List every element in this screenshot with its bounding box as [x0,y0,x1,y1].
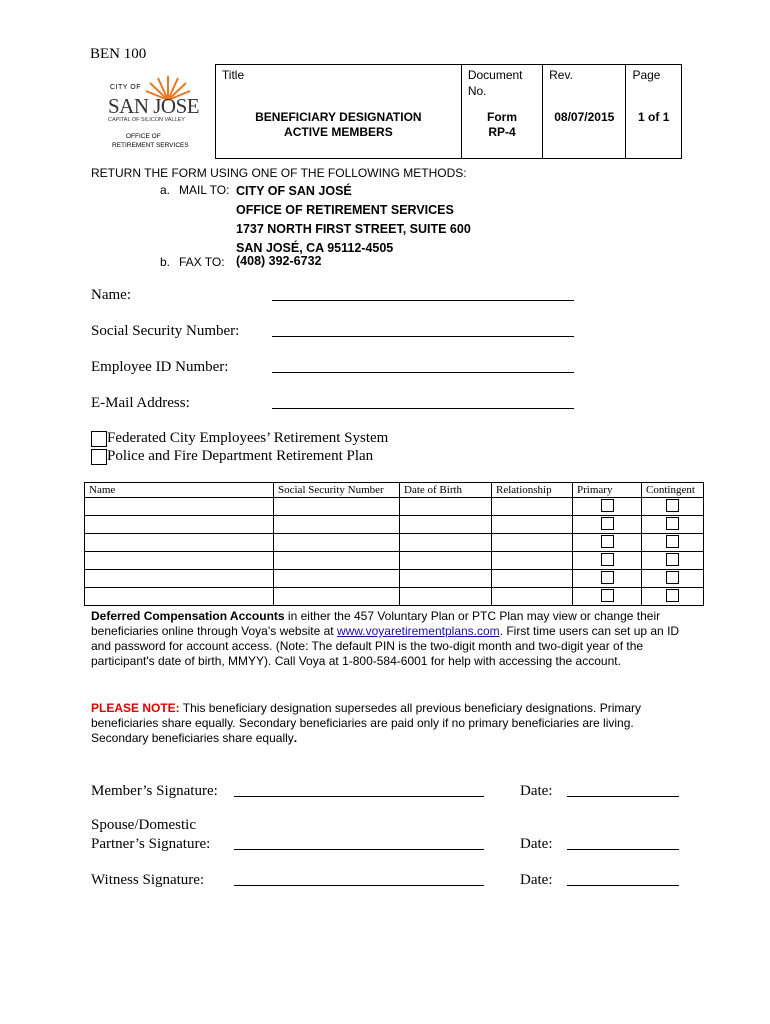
page-cell [626,65,682,159]
email-input[interactable] [272,408,574,409]
primary-checkbox[interactable] [601,571,614,584]
document-value-line1: Form [486,110,517,124]
email-label: E-Mail Address: [91,395,190,411]
title-label: Title [221,68,245,82]
dob-cell[interactable] [400,498,492,516]
col-primary: Primary [573,483,642,498]
dob-cell[interactable] [400,570,492,588]
form-code: BEN 100 [90,46,147,62]
table-row [85,570,704,588]
logo-office-line2: RETIREMENT SERVICES [112,141,189,149]
col-relationship: Relationship [492,483,573,498]
witness-date-label: Date: [520,872,553,888]
primary-cell [573,516,642,534]
deferred-text1: in either the 457 Voluntary Plan or PTC Plan may view or change their beneficiaries online through Voya’s website at [91,609,661,638]
mail-prefix: a. [160,183,171,197]
logo-city-name: SAN JOSE [108,93,200,118]
member-date-input[interactable] [567,796,679,797]
col-dob: Date of Birth [400,483,492,498]
deferred-text2: . First time users can set up an ID and password for account access. (Note: The default PIN is the two-digit month and two-digit year of the participant's date of birth, MMYY). Call Voya at 1-800-584-6001 for help with accessing the account. [91,624,680,668]
primary-checkbox[interactable] [601,535,614,548]
header-table [88,64,682,159]
ssn-cell[interactable] [274,498,400,516]
contingent-cell [642,570,704,588]
contingent-checkbox[interactable] [666,589,679,602]
fax-prefix: b. [160,255,171,269]
mail-line2: OFFICE OF RETIREMENT SERVICES [236,203,454,217]
relationship-cell[interactable] [492,588,573,606]
contingent-cell [642,534,704,552]
ssn-cell[interactable] [274,588,400,606]
logo-cell [88,65,215,159]
federated-label: Federated City Employees’ Retirement System [107,430,389,446]
employee-id-label: Employee ID Number: [91,359,229,375]
col-ssn: Social Security Number [274,483,400,498]
return-heading: RETURN THE FORM USING ONE OF THE FOLLOWING METHODS: [91,166,467,180]
table-row [85,552,704,570]
beneficiary-table [84,482,704,606]
contingent-checkbox[interactable] [666,499,679,512]
contingent-cell [642,498,704,516]
primary-checkbox[interactable] [601,517,614,530]
primary-checkbox[interactable] [601,589,614,602]
spouse-date-input[interactable] [567,849,679,850]
table-row [85,498,704,516]
col-name: Name [85,483,274,498]
mail-address [236,182,471,258]
witness-signature-input[interactable] [234,885,484,886]
police-fire-checkbox[interactable] [91,449,107,465]
page-label: Page [632,68,661,82]
witness-date-input[interactable] [567,885,679,886]
witness-signature-label: Witness Signature: [91,872,205,888]
name-label: Name: [91,287,131,303]
ssn-cell[interactable] [274,516,400,534]
employee-id-input[interactable] [272,372,574,373]
name-cell[interactable] [85,588,274,606]
name-input[interactable] [272,300,574,301]
col-contingent: Contingent [642,483,704,498]
document-cell [461,65,542,159]
relationship-cell[interactable] [492,498,573,516]
rev-cell [543,65,626,159]
member-signature-label: Member’s Signature: [91,783,218,799]
relationship-cell[interactable] [492,516,573,534]
contingent-checkbox[interactable] [666,535,679,548]
deferred-lead: Deferred Compensation Accounts [91,609,285,623]
name-cell[interactable] [85,498,274,516]
name-cell[interactable] [85,534,274,552]
fax-label: FAX TO: [179,255,225,269]
contingent-cell [642,588,704,606]
federated-checkbox[interactable] [91,431,107,447]
mail-line3: 1737 NORTH FIRST STREET, SUITE 600 [236,222,471,236]
rev-label: Rev. [549,68,573,82]
spouse-signature-label [91,816,210,854]
contingent-checkbox[interactable] [666,517,679,530]
page-value: 1 of 1 [638,110,670,124]
table-row [85,516,704,534]
table-row [85,588,704,606]
spouse-label-line2: Partner’s Signature: [91,836,211,852]
dob-cell[interactable] [400,552,492,570]
name-cell[interactable] [85,552,274,570]
relationship-cell[interactable] [492,552,573,570]
mail-label: MAIL TO: [179,183,230,197]
fax-number: (408) 392-6732 [236,254,322,268]
relationship-cell[interactable] [492,570,573,588]
title-line1: BENEFICIARY DESIGNATION [255,110,422,124]
rev-value: 08/07/2015 [554,110,615,124]
relationship-cell[interactable] [492,534,573,552]
primary-cell [573,588,642,606]
city-logo [106,70,206,150]
primary-cell [573,498,642,516]
logo-office-line1: OFFICE OF [126,132,161,140]
contingent-cell [642,552,704,570]
dob-cell[interactable] [400,534,492,552]
primary-cell [573,534,642,552]
mail-line4: SAN JOSÉ, CA 95112-4505 [236,241,394,255]
voya-link[interactable]: www.voyaretirementplans.com [336,624,500,638]
logo-city-of: CITY OF [110,83,141,91]
contingent-checkbox[interactable] [666,571,679,584]
dob-cell[interactable] [400,588,492,606]
primary-checkbox[interactable] [601,499,614,512]
ssn-label: Social Security Number: [91,323,240,339]
document-value-line2: RP-4 [488,125,516,139]
note-paragraph [91,701,681,746]
contingent-cell [642,516,704,534]
name-cell[interactable] [85,516,274,534]
spouse-label-line1: Spouse/Domestic [91,817,196,833]
ssn-cell[interactable] [274,552,400,570]
primary-cell [573,570,642,588]
document-label-line2: No. [467,84,487,98]
ssn-input[interactable] [272,336,574,337]
dob-cell[interactable] [400,516,492,534]
logo-tagline: CAPITAL OF SILICON VALLEY [108,116,185,123]
note-end: . [293,731,298,745]
document-label-line1: Document [467,68,523,82]
table-row [85,534,704,552]
member-signature-input[interactable] [234,796,484,797]
ssn-cell[interactable] [274,570,400,588]
ssn-cell[interactable] [274,534,400,552]
mail-line1: CITY OF SAN JOSÉ [236,184,352,198]
primary-checkbox[interactable] [601,553,614,566]
note-label: PLEASE NOTE: [91,701,180,715]
police-fire-label: Police and Fire Department Retirement Plan [107,448,374,464]
spouse-date-label: Date: [520,836,553,852]
primary-cell [573,552,642,570]
deferred-paragraph [91,609,681,669]
name-cell[interactable] [85,570,274,588]
spouse-signature-input[interactable] [234,849,484,850]
note-text: This beneficiary designation supersedes all previous beneficiary designations. Primary beneficiaries share equally. Secondary beneficiaries are paid only if no primary beneficiaries are living. Secondary beneficiaries share equally [91,701,642,745]
contingent-checkbox[interactable] [666,553,679,566]
member-date-label: Date: [520,783,553,799]
title-cell [215,65,461,159]
title-line2: ACTIVE MEMBERS [284,125,393,139]
